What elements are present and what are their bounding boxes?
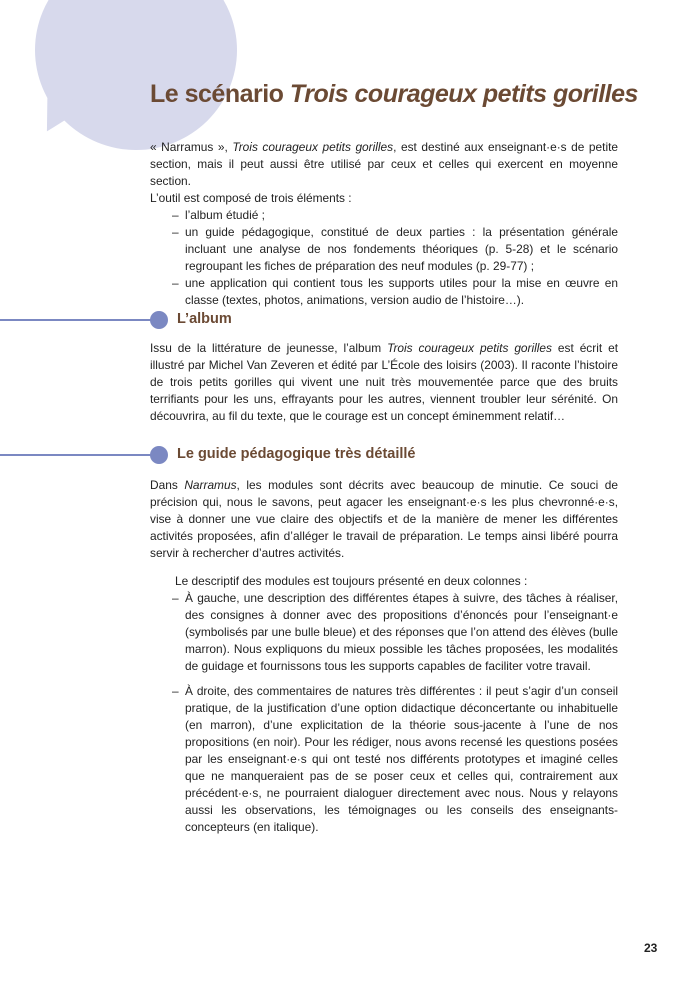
guide-block xyxy=(150,477,618,836)
section-rule xyxy=(0,454,152,456)
page-title: Le scénario Trois courageux petits gorilles xyxy=(150,80,638,108)
intro-block xyxy=(150,139,618,309)
guide-paragraph: Dans Narramus, les modules sont décrits avec beaucoup de minutie. Ce souci de précision qui, nous le savons, peut agacer les enseignant·e·s les plus chevronné·e·s, vise à donner une vue claire des objectifs et de la manière de mener les différentes activités proposées, afin d’alléger le travail de préparation. Le temps ainsi libéré pourra servir à rechercher d’autres activités. xyxy=(150,478,619,560)
components-list xyxy=(150,207,618,309)
intro-components-lead: L’outil est composé de trois éléments : xyxy=(150,191,352,205)
section-bullet-icon xyxy=(150,446,168,464)
section-bullet-icon xyxy=(150,311,168,329)
intro-paragraph: « Narramus », Trois courageux petits gorilles, est destiné aux enseignant·e·s de petite section, mais il peut aussi être utilisé par ceux et celles qui exercent en moyenne section. xyxy=(150,140,618,188)
columns-list xyxy=(150,590,618,836)
section-heading-album: L’album xyxy=(177,311,232,327)
album-block xyxy=(150,340,618,425)
list-item: – À gauche, une description des différentes étapes à suivre, des tâches à réaliser, des consignes à donner avec des propositions d’énoncés pour l’enseignant·e (symbolisés par une bulle bleue) et des réponses que l’on attend des élèves (bulle marron). Nous expliquons du mieux possible les tâches proposées, les modalités de guidage et fournissons tous les supports capables de faciliter votre travail. xyxy=(150,590,618,675)
list-item: – un guide pédagogique, constitué de deux parties : la présentation générale incluant une analyse de nos fondements théoriques (p. 5-28) et le scénario regroupant les fiches de préparation des neuf modules (p. 29-77) ; xyxy=(150,224,618,275)
list-item: – À droite, des commentaires de natures très différentes : il peut s’agir d’un conseil pratique, de la justification d’une option didactique déconcertante ou inhabituelle (en marron), d’une explicitation de la théorie sous-jacente à l’une de nos propositions (en noir). Pour les rédiger, nous avons recensé les questions posées par les enseignant·e·s qui ont testé nos différents prototypes et imaginé celles que ne manqueraient pas de se poser ceux et celles qui, contrairement aux précédent·e·s, ne pourraient dialoguer directement avec nous. Nous y relayons aussi les observations, les témoignages ou les conseils des enseignants-concepteurs (en italique). xyxy=(150,683,618,836)
album-paragraph: Issu de la littérature de jeunesse, l’album Trois courageux petits gorilles est écrit et illustré par Michel Van Zeveren et édité par L’École des loisirs (2003). Il raconte l’histoire de trois petits gorilles qui vivent une nuit très mouvementée parce que des bruits terrifiants pour les uns, effrayants pour les autres, viennent troubler leur sérénité. On découvrira, au fil du texte, que le courage est un concept éminemment relatif… xyxy=(150,341,618,423)
guide-columns-lead: Le descriptif des modules est toujours présenté en deux colonnes : xyxy=(175,574,528,588)
list-item: – une application qui contient tous les supports utiles pour la mise en œuvre en classe (textes, photos, animations, version audio de l’histoire…). xyxy=(150,275,618,309)
section-rule xyxy=(0,319,152,321)
list-item: – l’album étudié ; xyxy=(150,207,618,224)
section-heading-guide: Le guide pédagogique très détaillé xyxy=(177,446,416,462)
page-number: 23 xyxy=(644,941,658,955)
